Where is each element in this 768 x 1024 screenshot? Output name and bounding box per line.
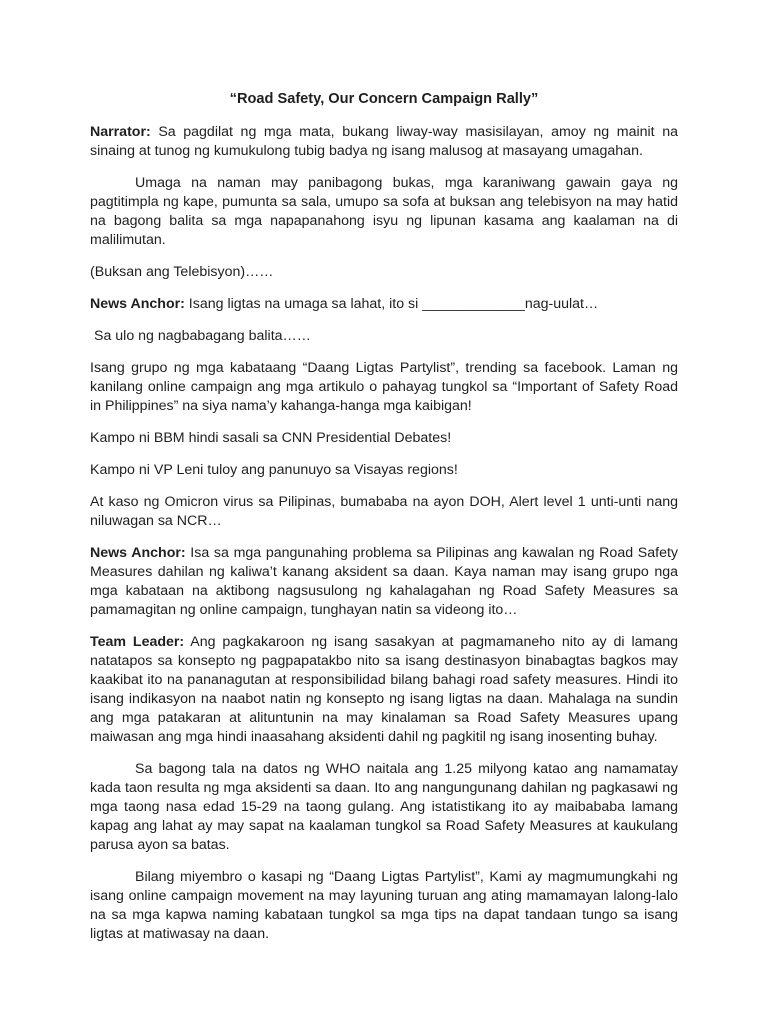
paragraph: Sa ulo ng nagbabagang balita…… — [94, 328, 311, 344]
speaker-label: Team Leader: — [90, 634, 185, 650]
speaker-label: News Anchor: — [90, 545, 186, 561]
paragraph-text: Isang ligtas na umaga sa lahat, ito si _____________nag-uulat… — [184, 296, 599, 312]
paragraph: Sa bagong tala na datos ng WHO naitala ang 1.25 milyong katao ang namamatay kada taon resulta ng mga aksidenti sa daan. Ito ang nangungunang dahilan ng pagkasawi ng mga taong nasa edad 15-29 na taong gulang. Ang istatistikang ito ay maibababa lamang kapag ang lahat ay may sapat na kaalaman tungkol sa Road Safety Measures at kaukulang parusa ayon sa batas. — [90, 761, 678, 853]
paragraph: Kampo ni BBM hindi sasali sa CNN Presidential Debates! — [90, 430, 452, 446]
stage-direction: (Buksan ang Telebisyon)…… — [90, 264, 274, 280]
paragraph: At kaso ng Omicron virus sa Pilipinas, bumababa na ayon DOH, Alert level 1 unti-unti nang niluwagan sa NCR… — [90, 494, 678, 529]
news-anchor-paragraph — [90, 295, 678, 314]
speaker-label: News Anchor: — [90, 296, 185, 312]
paragraph: Bilang miyembro o kasapi ng “Daang Ligtas Partylist”, Kami ay magmumungkahi ng isang online campaign movement na may layuning turuan ang ating mamamayan lalong-lalo na sa mga kapwa naming kabataan tungkol sa mga tips na dapat tandaan tungo sa isang ligtas at matiwasay na daan. — [90, 869, 678, 942]
news-anchor-paragraph — [90, 544, 678, 620]
paragraph: Kampo ni VP Leni tuloy ang panunuyo sa Visayas regions! — [90, 462, 458, 478]
paragraph: Isang grupo ng mga kabataang “Daang Ligtas Partylist”, trending sa facebook. Laman ng kanilang online campaign ang mga artikulo o pahayag tungkol sa “Important of Safety Road in Philippines” na siya nama’y kahanga-hanga mga kaibigan! — [90, 360, 678, 414]
paragraph-text: Ang pagkakaroon ng isang sasakyan at pagmamaneho nito ay di lamang natatapos sa konsepto ng pagpapatakbo nito sa isang destinasyon binabagtas bagkos may kaakibat ito na pananagutan at responsibilidad bilang bahagi road safety measures. Hindi ito isang indikasyon na naabot natin ng konsepto ng isang ligtas na daan. Mahalaga na sundin ang mga patakaran at alituntunin na may kinalaman sa Road Safety Measures upang maiwasan ang mga hindi inaasahang aksidenti dahil ng pagkitil ng isang inosenting buhay. — [90, 634, 679, 745]
speaker-label: Narrator: — [90, 124, 151, 140]
paragraph-text: Isa sa mga pangunahing problema sa Pilipinas ang kawalan ng Road Safety Measures dahilan ng kaliwa’t kanang aksident sa daan. Kaya naman may isang grupo nga mga kabataan na aktibong nagsusulong ng kahalagahan ng Road Safety Measures sa pamamagitan ng online campaign, tunghayan natin sa videong ito… — [90, 545, 678, 618]
narrator-paragraph — [90, 123, 678, 161]
paragraph-text: Sa pagdilat ng mga mata, bukang liway-way masisilayan, amoy ng mainit na sinaing at tunog ng kumukulong tubig badya ng isang malusog at masayang umagahan. — [90, 124, 678, 159]
team-leader-paragraph — [90, 633, 678, 747]
document-title: “Road Safety, Our Concern Campaign Rally” — [229, 91, 539, 107]
document-page — [90, 90, 678, 957]
paragraph: Umaga na naman may panibagong bukas, mga karaniwang gawain gaya ng pagtitimpla ng kape, pumunta sa sala, umupo sa sofa at buksan ang telebisyon na may hatid na bagong balita sa mga napapanahong isyu ng lipunan kasama ang kaalaman na di malilimutan. — [90, 175, 678, 248]
